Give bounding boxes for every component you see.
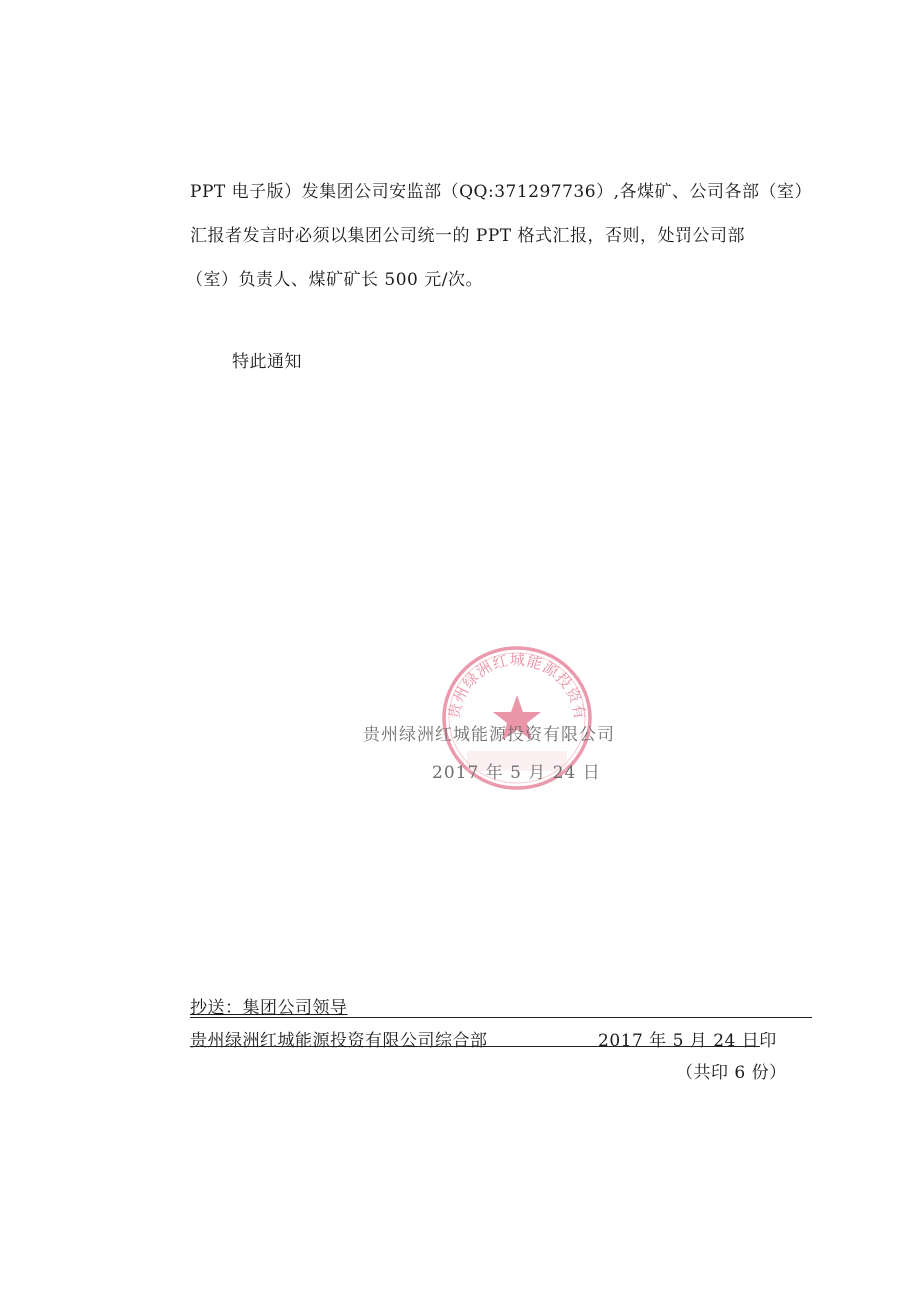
svg-text:贵州绿洲红城能源投资有限公司: 贵州绿洲红城能源投资有 <box>444 650 590 722</box>
paragraph-line-3: （室）负责人、煤矿矿长 500 元/次。 <box>186 270 483 290</box>
footer-divider-top <box>190 1017 812 1018</box>
signature-date: 2017 年 5 月 24 日 <box>432 763 601 783</box>
signature-company: 贵州绿洲红城能源投资有限公司 <box>363 725 615 745</box>
closing-text: 特此通知 <box>232 352 302 372</box>
cc-line: 抄送：集团公司领导 <box>190 998 348 1018</box>
footer-divider-bottom <box>190 1046 760 1047</box>
paragraph-line-2: 汇报者发言时必须以集团公司统一的 PPT 格式汇报，否则，处罚公司部 <box>190 226 746 246</box>
copies-count: （共印 6 份） <box>676 1063 787 1083</box>
print-date: 2017 年 5 月 24 日印 <box>598 1031 777 1051</box>
paragraph-line-1: PPT 电子版）发集团公司安监部（QQ:371297736）,各煤矿、公司各部（室） <box>190 182 812 202</box>
issuer-name: 贵州绿洲红城能源投资有限公司综合部 <box>190 1031 488 1051</box>
